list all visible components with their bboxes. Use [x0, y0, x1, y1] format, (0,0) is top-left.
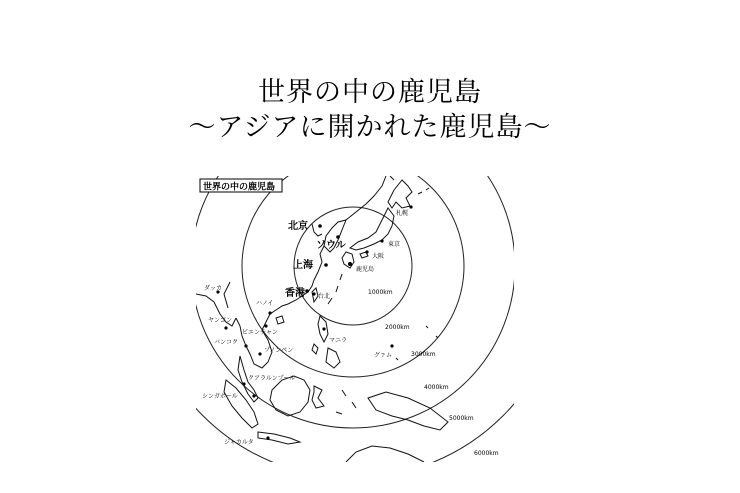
moluccas-islands — [336, 390, 356, 414]
label-manila: マニラ — [329, 337, 348, 344]
ring-label-6000km: 6000km — [474, 450, 499, 457]
label-dhaka: ダッカ — [204, 285, 223, 292]
osaka-marker — [365, 250, 368, 253]
kualalumpur-marker — [242, 382, 245, 385]
hokkaido-outline — [388, 180, 412, 208]
java-outline — [258, 432, 300, 444]
label-vientiane: ビエンチャン — [242, 329, 278, 336]
kyushu-outline — [342, 252, 354, 268]
label-hongkong: 香港 — [285, 288, 305, 299]
australia-coast — [346, 446, 424, 462]
kagoshima-marker — [348, 262, 352, 266]
jakarta-marker — [266, 436, 269, 439]
coastlines — [196, 176, 448, 462]
label-phnompenh: プノンペン — [264, 347, 294, 354]
label-kualalumpur: クアラルンプール — [248, 375, 296, 382]
visayas-outline — [312, 344, 318, 354]
russia-coast — [346, 176, 394, 220]
guam-marker — [390, 344, 393, 347]
label-jakarta: ジャカルタ — [224, 439, 254, 446]
label-hanoi: ハノイ — [256, 300, 274, 307]
map-box-title: 世界の中の鹿児島 — [203, 182, 276, 193]
distance-map — [196, 176, 514, 462]
kuril-islands — [418, 188, 429, 194]
label-seoul: ソウル — [316, 240, 346, 251]
sumatra-outline — [224, 380, 258, 428]
label-tokyo: 東京 — [388, 241, 401, 248]
mindanao-outline — [326, 348, 340, 368]
bangkok-marker — [244, 344, 247, 347]
vientiane-marker — [264, 324, 267, 327]
ring-label-2000km: 2000km — [385, 324, 410, 331]
slide-subtitle: ～アジアに開かれた鹿児島～ — [188, 112, 552, 143]
map-figure — [196, 176, 514, 462]
sapporo-marker — [409, 205, 412, 208]
singapore-marker — [252, 394, 255, 397]
new-guinea-outline — [368, 392, 448, 430]
label-singapore: シンガポール — [202, 393, 238, 400]
tokyo-marker — [380, 239, 383, 242]
label-bangkok: バンコク — [214, 339, 239, 346]
label-yangon: ヤンゴン — [208, 317, 232, 324]
ring-label-5000km: 5000km — [449, 415, 474, 422]
yangon-marker — [224, 326, 227, 329]
beijing-marker — [318, 224, 322, 228]
label-shanghai: 上海 — [293, 260, 313, 271]
borneo-outline — [270, 376, 310, 416]
shanghai-marker — [324, 263, 328, 267]
slide-title: 世界の中の鹿児島 — [258, 77, 482, 108]
label-guam: グァム — [374, 352, 393, 359]
ryukyu-islands — [328, 274, 342, 304]
label-kagoshima: 鹿児島 — [356, 266, 375, 273]
label-sapporo: 札幌 — [396, 210, 409, 217]
ring-3000km — [196, 176, 514, 428]
sulawesi-outline — [312, 386, 324, 408]
myanmar-border — [224, 282, 230, 308]
manila-marker — [322, 327, 325, 330]
label-beijing: 北京 — [288, 221, 308, 232]
seoul-marker — [336, 235, 340, 239]
hanoi-marker — [268, 311, 271, 314]
taipei-marker — [312, 292, 315, 295]
ring-label-3000km: 3000km — [411, 351, 436, 358]
phnompenh-marker — [258, 352, 261, 355]
ring-label-1000km: 1000km — [368, 289, 393, 296]
label-osaka: 大阪 — [372, 253, 385, 260]
hongkong-marker — [305, 289, 309, 293]
ring-label-4000km: 4000km — [424, 384, 449, 391]
label-taipei: 台北 — [318, 293, 331, 300]
hainan-outline — [276, 316, 284, 324]
